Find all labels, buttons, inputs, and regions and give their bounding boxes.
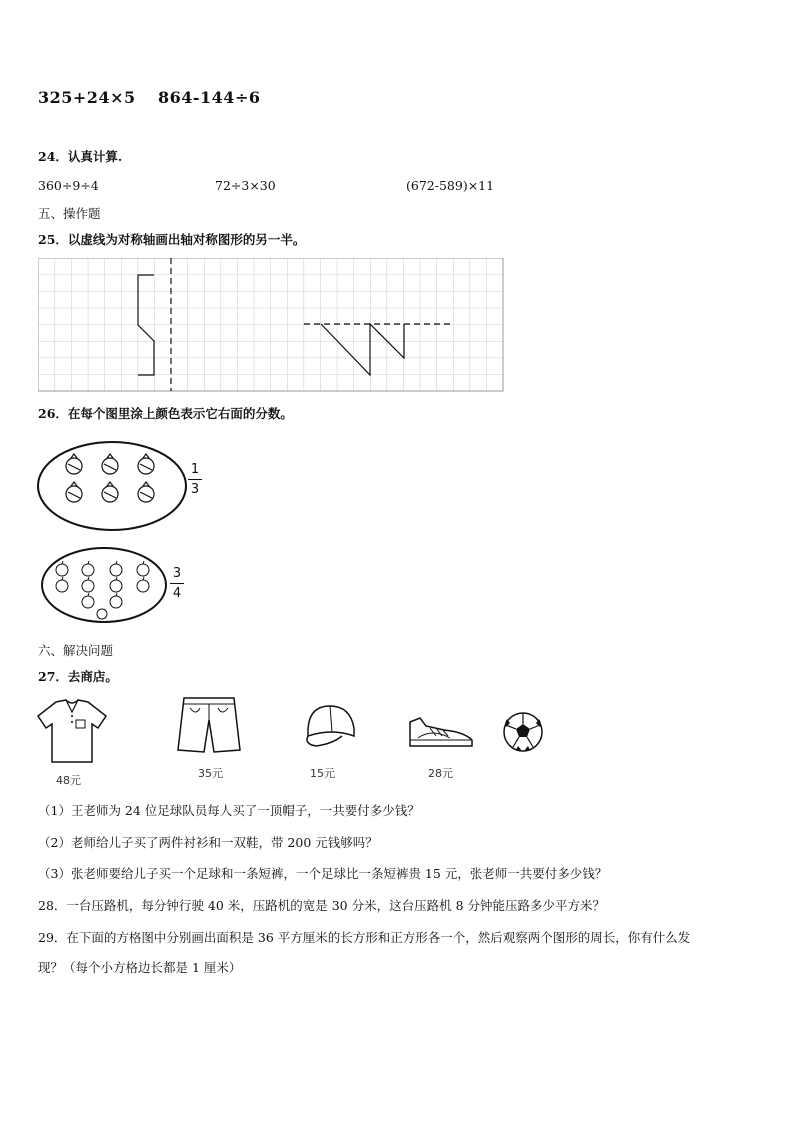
cap-price: 15元 [310, 767, 335, 780]
shoe-icon [406, 714, 476, 750]
q28-text: 28．一台压路机，每分钟行驶 40 米，压路机的宽是 30 分米，这台压路机 8 分钟能压路多少平方米？ [38, 898, 606, 913]
section-5-title: 五、操作题 [38, 206, 101, 221]
expression-2: 864-144÷6 [158, 88, 261, 107]
fraction-2-denominator: 4 [172, 586, 182, 601]
q24-expression-3: (672-589)×11 [406, 178, 495, 193]
q27-sub-2: （2）老师给儿子买了两件衬衫和一双鞋，带 200 元钱够吗？ [38, 835, 378, 850]
shirt-icon [36, 696, 108, 768]
q27-sub-3: （3）张老师要给儿子买一个足球和一条短裤，一个足球比一条短裤贵 15 元，张老师一共要付多少钱？ [38, 866, 608, 881]
shorts-price: 35元 [198, 767, 223, 780]
shoe-price: 28元 [428, 767, 453, 780]
peach-icon-group [66, 454, 154, 502]
q27-title: 27．去商店。 [38, 669, 118, 684]
soccer-ball-icon [502, 711, 544, 753]
fraction-1-numerator: 1 [190, 462, 200, 477]
q24-expression-1: 360÷9÷4 [38, 178, 99, 193]
q29-line-1: 29．在下面的方格图中分别画出面积是 36 平方厘米的长方形和正方形各一个，然后观察两个图形的周长，你有什么发 [38, 930, 691, 945]
cap-icon [302, 702, 358, 750]
q26-oval-2 [40, 546, 168, 624]
fraction-one-third [188, 462, 202, 497]
section-6-title: 六、解决问题 [38, 643, 114, 658]
shirt-price: 48元 [56, 774, 81, 787]
q25-grid [38, 258, 504, 392]
fraction-three-quarters [170, 566, 184, 601]
q27-sub-1: （1）王老师为 24 位足球队员每人买了一顶帽子，一共要付多少钱？ [38, 803, 420, 818]
q26-title: 26．在每个图里涂上颜色表示它右面的分数。 [38, 406, 293, 421]
apple-icon-group [56, 561, 149, 619]
q24-title: 24．认真计算. [38, 149, 123, 164]
q25-title: 25．以虚线为对称轴画出轴对称图形的另一半。 [38, 232, 306, 247]
fraction-2-numerator: 3 [172, 566, 182, 581]
q24-expression-2: 72÷3×30 [215, 178, 276, 193]
q26-oval-1 [36, 440, 188, 532]
fraction-1-denominator: 3 [190, 482, 200, 497]
q29-line-2: 现？（每个小方格边长都是 1 厘米） [38, 960, 242, 975]
shorts-icon [176, 694, 242, 756]
expression-1: 325+24×5 [38, 88, 136, 107]
